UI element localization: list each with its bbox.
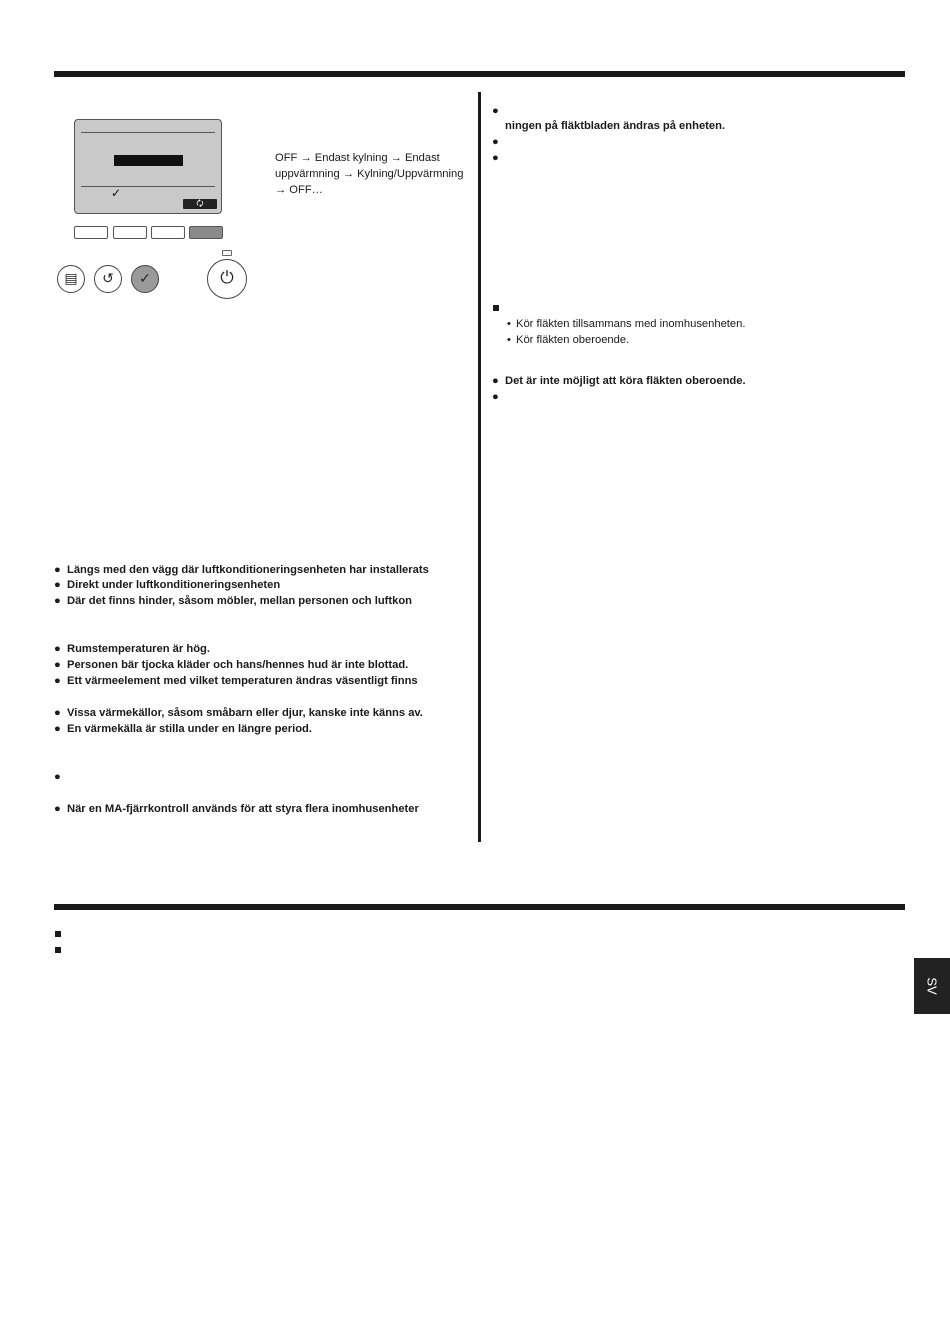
power-icon: ⏻	[220, 268, 234, 287]
sub-bullet-icon: •	[507, 334, 511, 346]
list-item	[492, 389, 505, 405]
list-item: ● Direkt under luftkonditioneringsenheten	[54, 579, 281, 591]
sub-bullet-icon: •	[507, 318, 511, 330]
list-item	[502, 316, 745, 332]
list-item: ● En värmekälla är stilla under en längre period.	[54, 723, 312, 735]
list-item	[492, 134, 505, 150]
bullet-icon: ●	[54, 564, 61, 576]
list-item: ● Längs med den vägg där luftkonditioneringsenheten har installerats	[54, 564, 429, 576]
bullet-icon: ●	[54, 707, 61, 719]
fan-option-1: Kör fläkten tillsammans med inomhusenheten.	[516, 318, 746, 330]
lcd-divider	[81, 132, 215, 133]
function-key-f3[interactable]	[151, 226, 185, 239]
list-item	[492, 103, 505, 119]
remote-lcd-screen	[74, 119, 222, 214]
bullet-icon: ●	[54, 771, 61, 783]
bullet-icon: ●	[54, 579, 61, 591]
list-item: ● När en MA-fjärrkontroll används för att styra flera inomhusenheter	[54, 803, 419, 815]
top-rule	[54, 71, 905, 77]
bullet-icon: ●	[492, 152, 499, 164]
bullet-icon: ●	[54, 659, 61, 671]
bullet-icon: ●	[492, 375, 499, 387]
bullet-icon: ●	[54, 675, 61, 687]
section-marker	[493, 305, 499, 311]
power-button[interactable]	[207, 259, 247, 299]
section-rule	[54, 904, 905, 910]
bullet-icon: ●	[492, 105, 499, 117]
function-key-f2[interactable]	[113, 226, 147, 239]
list-item: ● Personen bär tjocka kläder och hans/hennes hud är inte blottad.	[54, 659, 409, 671]
return-icon: ↺	[102, 270, 114, 286]
bullet-icon: ●	[54, 723, 61, 735]
mode-cycle-text: OFF → Endast kylning → Endast uppvärmning → Kylning/Uppvärmning → OFF…	[275, 152, 464, 196]
bullet-icon: ●	[54, 595, 61, 607]
list-item: ● Där det finns hinder, såsom möbler, mellan personen och luftkon	[54, 595, 413, 607]
list-item	[492, 373, 746, 389]
section-marker	[55, 947, 61, 953]
bullet-icon: ●	[54, 643, 61, 655]
fan-note: Det är inte möjligt att köra fläkten oberoende.	[505, 375, 746, 387]
menu-button[interactable]	[57, 265, 85, 293]
bullet-icon: ●	[54, 803, 61, 815]
list-item	[502, 332, 629, 348]
lcd-highlight-bar	[114, 155, 183, 166]
column-divider	[478, 92, 481, 842]
list-item	[492, 150, 505, 166]
list-item: ● Vissa värmekällor, såsom småbarn eller djur, kanske inte känns av.	[54, 707, 423, 719]
language-tab: SV	[914, 958, 950, 1014]
bullet-icon: ●	[492, 391, 499, 403]
section-marker	[55, 931, 61, 937]
list-item	[54, 769, 67, 785]
list-item: ● Ett värmeelement med vilket temperaturen ändras väsentligt finns	[54, 675, 418, 687]
check-icon: ✓	[111, 186, 122, 200]
return-button[interactable]	[94, 265, 122, 293]
operation-led	[222, 250, 232, 256]
list-item: ● Rumstemperaturen är hög.	[54, 643, 210, 655]
menu-icon: ▤	[64, 270, 78, 286]
list-item-text: ningen på fläktbladen ändras på enheten.	[505, 120, 726, 132]
select-button[interactable]	[131, 265, 159, 293]
check-icon: ✓	[139, 270, 151, 286]
bullet-icon: ●	[492, 136, 499, 148]
cycle-icon: 🗘	[183, 199, 217, 209]
fan-option-2: Kör fläkten oberoende.	[516, 334, 630, 346]
function-key-f4[interactable]	[189, 226, 223, 239]
lcd-divider	[81, 186, 215, 187]
function-key-f1[interactable]	[74, 226, 108, 239]
